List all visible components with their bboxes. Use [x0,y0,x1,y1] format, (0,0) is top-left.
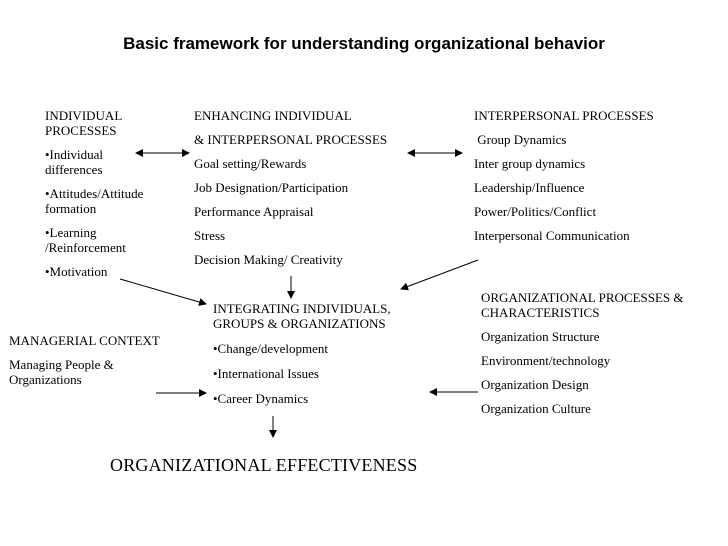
diagram-title: Basic framework for understanding organizational behavior [123,34,605,53]
organizational-item: Environment/technology [481,353,611,368]
integrating-heading: INTEGRATING INDIVIDUALS, GROUPS & ORGANIZATIONS [213,301,391,331]
interpersonal-item: Leadership/Influence [474,180,585,195]
enhancing-item: Goal setting/Rewards [194,156,307,171]
organizational-item: Organization Structure [481,329,600,344]
managerial-text: Managing People & Organizations [9,357,114,387]
integrating-item: •International Issues [213,366,319,381]
interpersonal-heading: INTERPERSONAL PROCESSES [474,108,654,123]
enhancing-heading-line2: & INTERPERSONAL PROCESSES [194,132,388,147]
organizational-item: Organization Design [481,377,589,392]
individual-processes-heading: INDIVIDUAL PROCESSES [45,108,122,138]
enhancing-item: Job Designation/Participation [194,180,349,195]
interpersonal-item: Power/Politics/Conflict [474,204,597,219]
organizational-heading: ORGANIZATIONAL PROCESSES & CHARACTERISTICS [481,290,684,320]
integrating-item: •Change/development [213,341,329,356]
individual-item: •Individual differences [45,147,103,177]
individual-to-integrating-arrow [120,279,206,304]
individual-item: •Motivation [45,264,108,279]
enhancing-item: Stress [194,228,226,243]
interpersonal-item: Inter group dynamics [474,156,586,171]
organizational-item: Organization Culture [481,401,591,416]
interpersonal-item: Group Dynamics [474,132,567,147]
individual-item: •Learning /Reinforcement [45,225,126,255]
interpersonal-item: Interpersonal Communication [474,228,630,243]
enhancing-item: Decision Making/ Creativity [194,252,343,267]
managerial-heading: MANAGERIAL CONTEXT [9,333,160,348]
enhancing-heading-line1: ENHANCING INDIVIDUAL [194,108,352,123]
interpersonal-to-integrating-arrow [401,260,478,289]
integrating-item: •Career Dynamics [213,391,309,406]
organizational-effectiveness: ORGANIZATIONAL EFFECTIVENESS [110,455,418,475]
individual-item: •Attitudes/Attitude formation [45,186,144,216]
enhancing-item: Performance Appraisal [194,204,314,219]
